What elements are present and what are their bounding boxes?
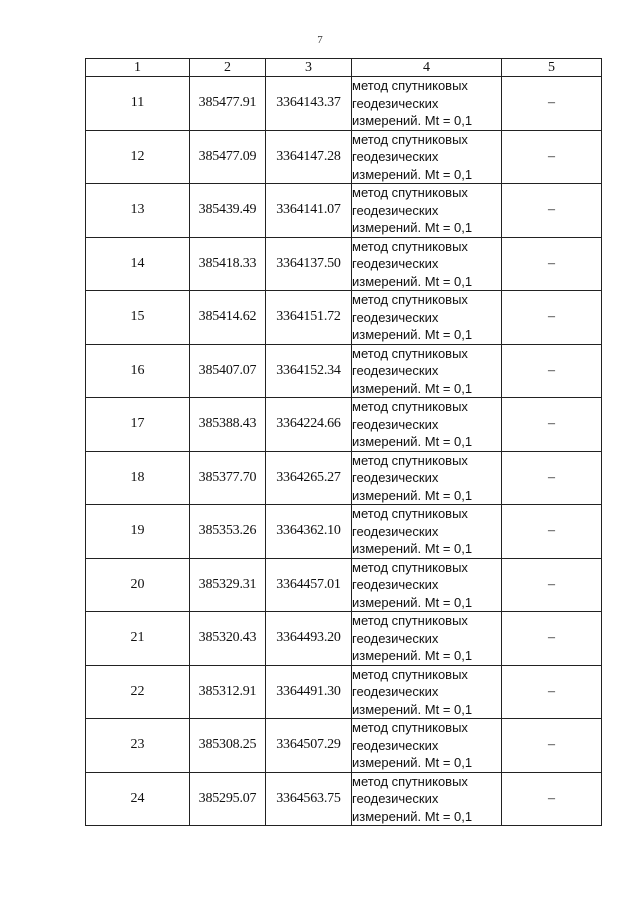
- point-number-cell: 15: [86, 291, 190, 345]
- method-cell: [352, 77, 502, 131]
- table-row: [86, 237, 602, 291]
- note-cell: –: [502, 772, 602, 826]
- method-line: измерений. Mt = 0,1: [352, 380, 473, 396]
- y-coordinate-cell: 3364507.29: [266, 719, 352, 773]
- method-line: метод спутниковых: [352, 613, 468, 628]
- table-row: [86, 291, 602, 345]
- method-cell: [352, 505, 502, 559]
- y-coordinate-cell: 3364491.30: [266, 665, 352, 719]
- method-line: измерений. Mt = 0,1: [352, 487, 473, 503]
- note-cell: –: [502, 237, 602, 291]
- method-line: геодезических: [352, 309, 439, 325]
- x-coordinate-cell: 385418.33: [190, 237, 266, 291]
- point-number-cell: 14: [86, 237, 190, 291]
- method-line: измерений. Mt = 0,1: [352, 755, 473, 770]
- method-line: метод спутниковых: [352, 720, 468, 735]
- note-cell: –: [502, 558, 602, 612]
- table-row: [86, 505, 602, 559]
- x-coordinate-cell: 385388.43: [190, 398, 266, 452]
- method-line: геодезических: [352, 737, 439, 753]
- method-line: измерений. Mt = 0,1: [352, 166, 473, 182]
- method-line: измерений. Mt = 0,1: [352, 701, 473, 717]
- note-cell: –: [502, 612, 602, 666]
- method-line: метод спутниковых: [352, 238, 468, 254]
- method-line: геодезических: [352, 470, 439, 485]
- method-line: измерений. Mt = 0,1: [352, 327, 473, 342]
- point-number-cell: 11: [86, 77, 190, 131]
- note-cell: –: [502, 291, 602, 345]
- note-cell: –: [502, 398, 602, 452]
- x-coordinate-cell: 385308.25: [190, 719, 266, 773]
- method-line: метод спутниковых: [352, 666, 468, 682]
- method-line: геодезических: [352, 363, 439, 378]
- method-line: метод спутниковых: [352, 345, 468, 361]
- y-coordinate-cell: 3364152.34: [266, 344, 352, 398]
- method-line: измерений. Mt = 0,1: [352, 541, 473, 556]
- x-coordinate-cell: 385439.49: [190, 184, 266, 238]
- column-header-4: 4: [352, 59, 502, 77]
- y-coordinate-cell: 3364457.01: [266, 558, 352, 612]
- point-number-cell: 12: [86, 130, 190, 184]
- method-line: измерений. Mt = 0,1: [352, 273, 473, 289]
- method-line: геодезических: [352, 684, 439, 699]
- y-coordinate-cell: 3364563.75: [266, 772, 352, 826]
- point-number-cell: 17: [86, 398, 190, 452]
- method-line: измерений. Mt = 0,1: [352, 113, 473, 128]
- x-coordinate-cell: 385477.09: [190, 130, 266, 184]
- method-line: измерений. Mt = 0,1: [352, 648, 473, 663]
- table-row: [86, 772, 602, 826]
- table-header-row: [86, 59, 602, 77]
- table-row: [86, 77, 602, 131]
- note-cell: –: [502, 505, 602, 559]
- method-line: геодезических: [352, 149, 439, 164]
- method-cell: [352, 558, 502, 612]
- y-coordinate-cell: 3364143.37: [266, 77, 352, 131]
- method-line: метод спутниковых: [352, 452, 468, 468]
- y-coordinate-cell: 3364224.66: [266, 398, 352, 452]
- method-cell: [352, 344, 502, 398]
- method-line: метод спутниковых: [352, 185, 468, 200]
- method-line: метод спутниковых: [352, 399, 468, 414]
- method-line: метод спутниковых: [352, 773, 468, 789]
- page-number: 7: [317, 34, 323, 46]
- table-row: [86, 612, 602, 666]
- note-cell: –: [502, 130, 602, 184]
- method-line: геодезических: [352, 523, 439, 539]
- method-cell: [352, 237, 502, 291]
- x-coordinate-cell: 385477.91: [190, 77, 266, 131]
- method-line: геодезических: [352, 577, 439, 592]
- point-number-cell: 13: [86, 184, 190, 238]
- x-coordinate-cell: 385407.07: [190, 344, 266, 398]
- method-line: метод спутниковых: [352, 559, 468, 575]
- y-coordinate-cell: 3364362.10: [266, 505, 352, 559]
- table-row: [86, 130, 602, 184]
- point-number-cell: 21: [86, 612, 190, 666]
- column-header-5: 5: [502, 59, 602, 77]
- method-cell: [352, 612, 502, 666]
- table-row: [86, 398, 602, 452]
- note-cell: –: [502, 77, 602, 131]
- method-line: измерений. Mt = 0,1: [352, 220, 473, 235]
- y-coordinate-cell: 3364137.50: [266, 237, 352, 291]
- table-body: [86, 77, 602, 826]
- method-line: измерений. Mt = 0,1: [352, 808, 473, 824]
- column-header-3: 3: [266, 59, 352, 77]
- note-cell: –: [502, 184, 602, 238]
- y-coordinate-cell: 3364265.27: [266, 451, 352, 505]
- method-line: геодезических: [352, 202, 439, 218]
- x-coordinate-cell: 385329.31: [190, 558, 266, 612]
- y-coordinate-cell: 3364151.72: [266, 291, 352, 345]
- x-coordinate-cell: 385312.91: [190, 665, 266, 719]
- table-row: [86, 558, 602, 612]
- method-line: метод спутниковых: [352, 131, 468, 147]
- method-line: геодезических: [352, 630, 439, 646]
- x-coordinate-cell: 385414.62: [190, 291, 266, 345]
- point-number-cell: 20: [86, 558, 190, 612]
- note-cell: –: [502, 665, 602, 719]
- table-row: [86, 344, 602, 398]
- method-line: измерений. Mt = 0,1: [352, 594, 473, 610]
- y-coordinate-cell: 3364493.20: [266, 612, 352, 666]
- note-cell: –: [502, 451, 602, 505]
- column-header-1: 1: [86, 59, 190, 77]
- note-cell: –: [502, 344, 602, 398]
- method-cell: [352, 130, 502, 184]
- y-coordinate-cell: 3364141.07: [266, 184, 352, 238]
- x-coordinate-cell: 385353.26: [190, 505, 266, 559]
- method-cell: [352, 719, 502, 773]
- point-number-cell: 22: [86, 665, 190, 719]
- point-number-cell: 16: [86, 344, 190, 398]
- coordinates-table: [85, 58, 602, 826]
- method-line: геодезических: [352, 416, 439, 432]
- column-header-2: 2: [190, 59, 266, 77]
- y-coordinate-cell: 3364147.28: [266, 130, 352, 184]
- method-line: метод спутниковых: [352, 506, 468, 521]
- method-line: метод спутниковых: [352, 78, 468, 93]
- table-row: [86, 184, 602, 238]
- method-cell: [352, 291, 502, 345]
- x-coordinate-cell: 385377.70: [190, 451, 266, 505]
- method-cell: [352, 665, 502, 719]
- table-row: [86, 451, 602, 505]
- method-cell: [352, 398, 502, 452]
- table-row: [86, 665, 602, 719]
- method-line: геодезических: [352, 256, 439, 271]
- point-number-cell: 24: [86, 772, 190, 826]
- method-line: геодезических: [352, 95, 439, 111]
- method-cell: [352, 451, 502, 505]
- method-line: геодезических: [352, 791, 439, 806]
- point-number-cell: 19: [86, 505, 190, 559]
- x-coordinate-cell: 385320.43: [190, 612, 266, 666]
- point-number-cell: 18: [86, 451, 190, 505]
- note-cell: –: [502, 719, 602, 773]
- method-line: измерений. Mt = 0,1: [352, 434, 473, 449]
- method-cell: [352, 184, 502, 238]
- method-line: метод спутниковых: [352, 292, 468, 307]
- method-cell: [352, 772, 502, 826]
- point-number-cell: 23: [86, 719, 190, 773]
- x-coordinate-cell: 385295.07: [190, 772, 266, 826]
- table-row: [86, 719, 602, 773]
